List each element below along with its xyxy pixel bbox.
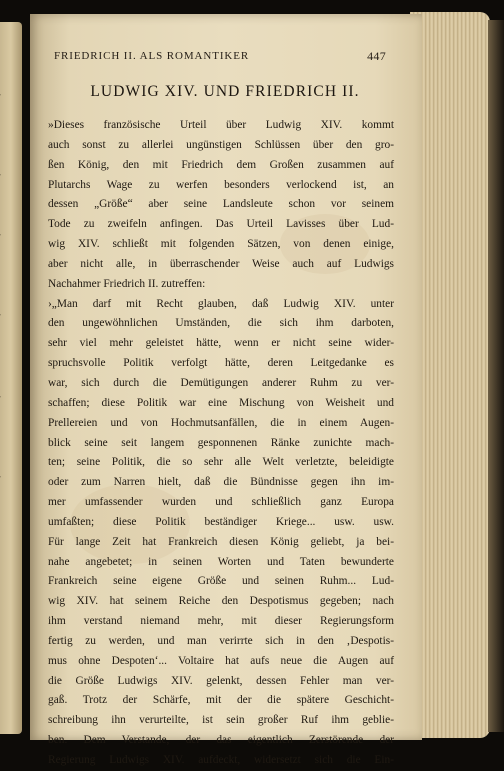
page-stack-edge — [410, 12, 490, 738]
text-line: fertig zu werden, und man verirrte sich in den ‚Despotis- — [48, 632, 394, 652]
page-number: 447 — [367, 49, 386, 64]
chapter-title: LUDWIG XIV. UND FRIEDRICH II. — [40, 83, 410, 101]
text-line: sehr viel mehr geleistet hätte, wenn er nicht seine wider- — [48, 334, 394, 354]
text-line: ten; seine Politik, die so sehr alle Welt verletzte, beleidigte — [48, 453, 394, 473]
left-page-edge — [0, 22, 22, 734]
text-line: den ungewöhnlichen Umständen, die sich ihm darboten, — [48, 314, 394, 334]
text-line: gaß. Trotz der Schärfe, mit der die spätere Geschicht- — [48, 691, 394, 711]
text-line: »Dieses französische Urteil über Ludwig XIV. kommt — [48, 116, 394, 136]
text-line: Regierung Ludwigs XIV. aufdeckt, widersetzt sich die Ein- — [48, 751, 394, 771]
text-line: ßen König, den mit Friedrich dem Großen zusammen auf — [48, 156, 394, 176]
text-line: die Größe Ludwigs XIV. gelenkt, dessen Fehler man ver- — [48, 672, 394, 692]
text-line: nahe angebetet; in seinen Worten und Taten bewunderte — [48, 553, 394, 573]
text-line: Frankreich seine eigene Größe und seinen Ruhm... Lud- — [48, 572, 394, 592]
text-line: war, sich durch die Demütigungen anderer Ruhm zu ver- — [48, 374, 394, 394]
running-header — [54, 50, 386, 62]
text-line: schaffen; diese Politik war eine Mischung von Weisheit und — [48, 394, 394, 414]
text-line: mer umfassender wurden und schließlich ganz Europa — [48, 493, 394, 513]
page-stack-shadow — [488, 20, 504, 732]
text-line: wig XIV. schließt mit folgenden Sätzen, von denen einige, — [48, 235, 394, 255]
text-line: ›„Man darf mit Recht glauben, daß Ludwig XIV. unter — [48, 295, 394, 315]
text-line: Nachahmer Friedrich II. zutreffen: — [48, 275, 394, 295]
text-line: schreibung ihn verurteilte, ist sein großer Ruf ihm geblie- — [48, 711, 394, 731]
text-line: umfaßten; diese Politik beständiger Kriege... usw. usw. — [48, 513, 394, 533]
body-text — [48, 116, 394, 771]
text-line: wig XIV. hat seinem Reiche den Despotismus gegeben; nach — [48, 592, 394, 612]
text-line: blick seine seit langem gesponnenen Ränke zunichte mach- — [48, 434, 394, 454]
text-line: oder zum Narren hielt, daß die Bündnisse gegen ihn im- — [48, 473, 394, 493]
text-line: ihm verstand niemand mehr, mit dieser Regierungsform — [48, 612, 394, 632]
text-line: Plutarchs Wage zu werfen besonders verlockend ist, an — [48, 176, 394, 196]
running-head: FRIEDRICH II. ALS ROMANTIKER — [54, 50, 249, 62]
text-line: aber nicht alle, in überraschender Weise auch auf Ludwigs — [48, 255, 394, 275]
text-line: auch sonst zu allerlei ungünstigen Schlüssen über den gro- — [48, 136, 394, 156]
text-line: Für lange Zeit hat Frankreich diesen König geliebt, ja bei- — [48, 533, 394, 553]
text-line: dessen „Größe“ aber seine Landsleute schon vor seinem — [48, 195, 394, 215]
text-line: ben. Dem Verstande, der das eigentlich Zerstörende der — [48, 731, 394, 751]
text-line: mus ohne Despoten‘... Voltaire hat aufs neue die Augen auf — [48, 652, 394, 672]
text-line: Tode zu zweifeln anfingen. Das Urteil Lavisses über Lud- — [48, 215, 394, 235]
text-line: Prellereien und von Hochmutsanfällen, die in einem Augen- — [48, 414, 394, 434]
text-line: spruchsvolle Politik verfolgt hätte, deren Leitgedanke es — [48, 354, 394, 374]
